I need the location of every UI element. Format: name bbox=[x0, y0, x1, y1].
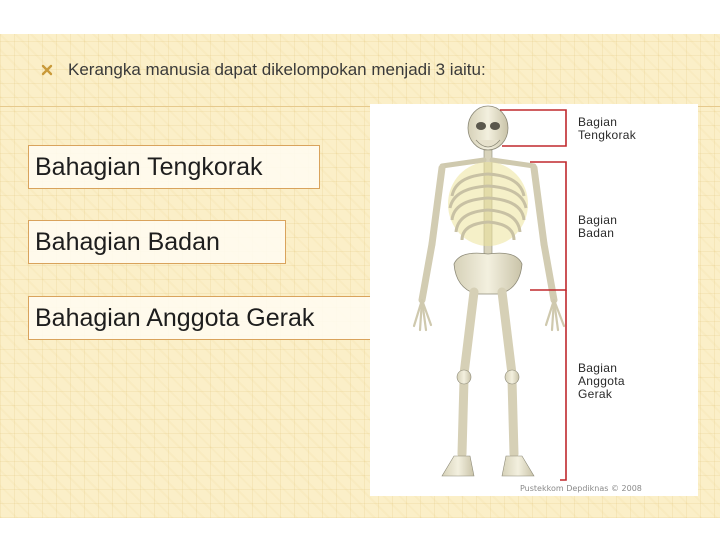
label-box-body bbox=[28, 220, 286, 264]
skull-label-line: Bagian bbox=[578, 115, 618, 129]
x-mark-icon bbox=[40, 63, 54, 77]
skeleton-illustration bbox=[370, 104, 698, 496]
label-box-skull bbox=[28, 145, 320, 189]
label-box-limbs bbox=[28, 296, 408, 340]
body-label-line: Badan bbox=[578, 226, 615, 240]
bullet-item bbox=[40, 60, 486, 80]
skull-label-line: Tengkorak bbox=[578, 128, 637, 142]
limbs-label-line: Gerak bbox=[578, 387, 613, 401]
limbs-label bbox=[578, 362, 625, 401]
bullet-text: Kerangka manusia dapat dikelompokan menjadi 3 iaitu: bbox=[68, 60, 486, 79]
limbs-label-line: Bagian bbox=[578, 361, 618, 375]
image-credit: Pustekkom Depdiknas © 2008 bbox=[520, 484, 642, 493]
limbs-label-line: Anggota bbox=[578, 374, 625, 388]
body-label-line: Bagian bbox=[578, 213, 618, 227]
label-box-text: Bahagian Badan bbox=[35, 227, 220, 256]
skeleton-figure bbox=[370, 104, 698, 496]
skull-label bbox=[578, 116, 636, 142]
body-label bbox=[578, 214, 617, 240]
label-box-text: Bahagian Tengkorak bbox=[35, 152, 263, 181]
label-box-text: Bahagian Anggota Gerak bbox=[35, 303, 315, 332]
